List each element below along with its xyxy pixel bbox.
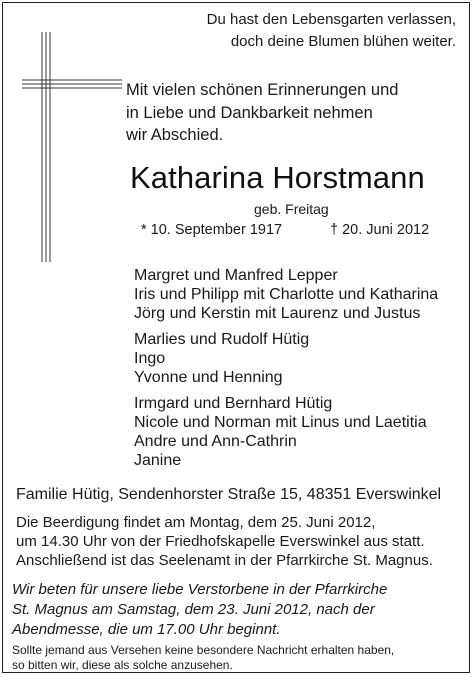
intro-line: Mit vielen schönen Erinnerungen und: [126, 81, 399, 99]
deceased-name: Katharina Horstmann: [130, 160, 425, 195]
born-name: geb. Freitag: [254, 201, 329, 217]
notice-line: Sollte jemand aus Versehen keine besondere Nachricht erhalten haben,: [12, 643, 395, 657]
death-date: † 20. Juni 2012: [330, 222, 430, 238]
prayer-line: St. Magnus am Samstag, dem 23. Juni 2012, nach der: [12, 601, 375, 618]
funeral-line: Anschließend ist das Seelenamt in der Pfarrkirche St. Magnus.: [16, 552, 433, 569]
poem-line: doch deine Blumen blühen weiter.: [230, 33, 456, 50]
family-line: Margret und Manfred Lepper: [134, 267, 338, 284]
family-line: Andre und Ann-Cathrin: [134, 433, 297, 450]
funeral-line: Die Beerdigung findet am Montag, dem 25. Juni 2012,: [16, 514, 376, 531]
poem-line: Du hast den Lebensgarten verlassen,: [206, 11, 456, 28]
family-line: Yvonne und Henning: [134, 369, 283, 386]
family-line: Iris und Philipp mit Charlotte und Katharina: [134, 286, 439, 303]
cross-icon: [22, 32, 122, 262]
notice-line: so bitten wir, diese als solche anzusehen.: [12, 658, 233, 672]
family-line: Jörg und Kerstin mit Laurenz und Justus: [134, 305, 421, 322]
prayer-line: Abendmesse, die um 17.00 Uhr beginnt.: [12, 621, 281, 638]
intro-line: in Liebe und Dankbarkeit nehmen: [126, 104, 373, 122]
family-line: Irmgard und Bernhard Hütig: [134, 395, 333, 412]
birth-date: * 10. September 1917: [141, 222, 283, 238]
intro-line: wir Abschied.: [126, 126, 224, 144]
family-line: Marlies und Rudolf Hütig: [134, 331, 310, 348]
family-line: Nicole und Norman mit Linus und Laetitia: [134, 414, 427, 431]
family-address: Familie Hütig, Sendenhorster Straße 15, 48351 Everswinkel: [16, 486, 442, 503]
prayer-line: Wir beten für unsere liebe Verstorbene in der Pfarrkirche: [12, 581, 388, 598]
family-line: Ingo: [134, 350, 166, 367]
family-line: Janine: [134, 452, 182, 469]
funeral-line: um 14.30 Uhr von der Friedhofskapelle Everswinkel aus statt.: [16, 533, 425, 550]
